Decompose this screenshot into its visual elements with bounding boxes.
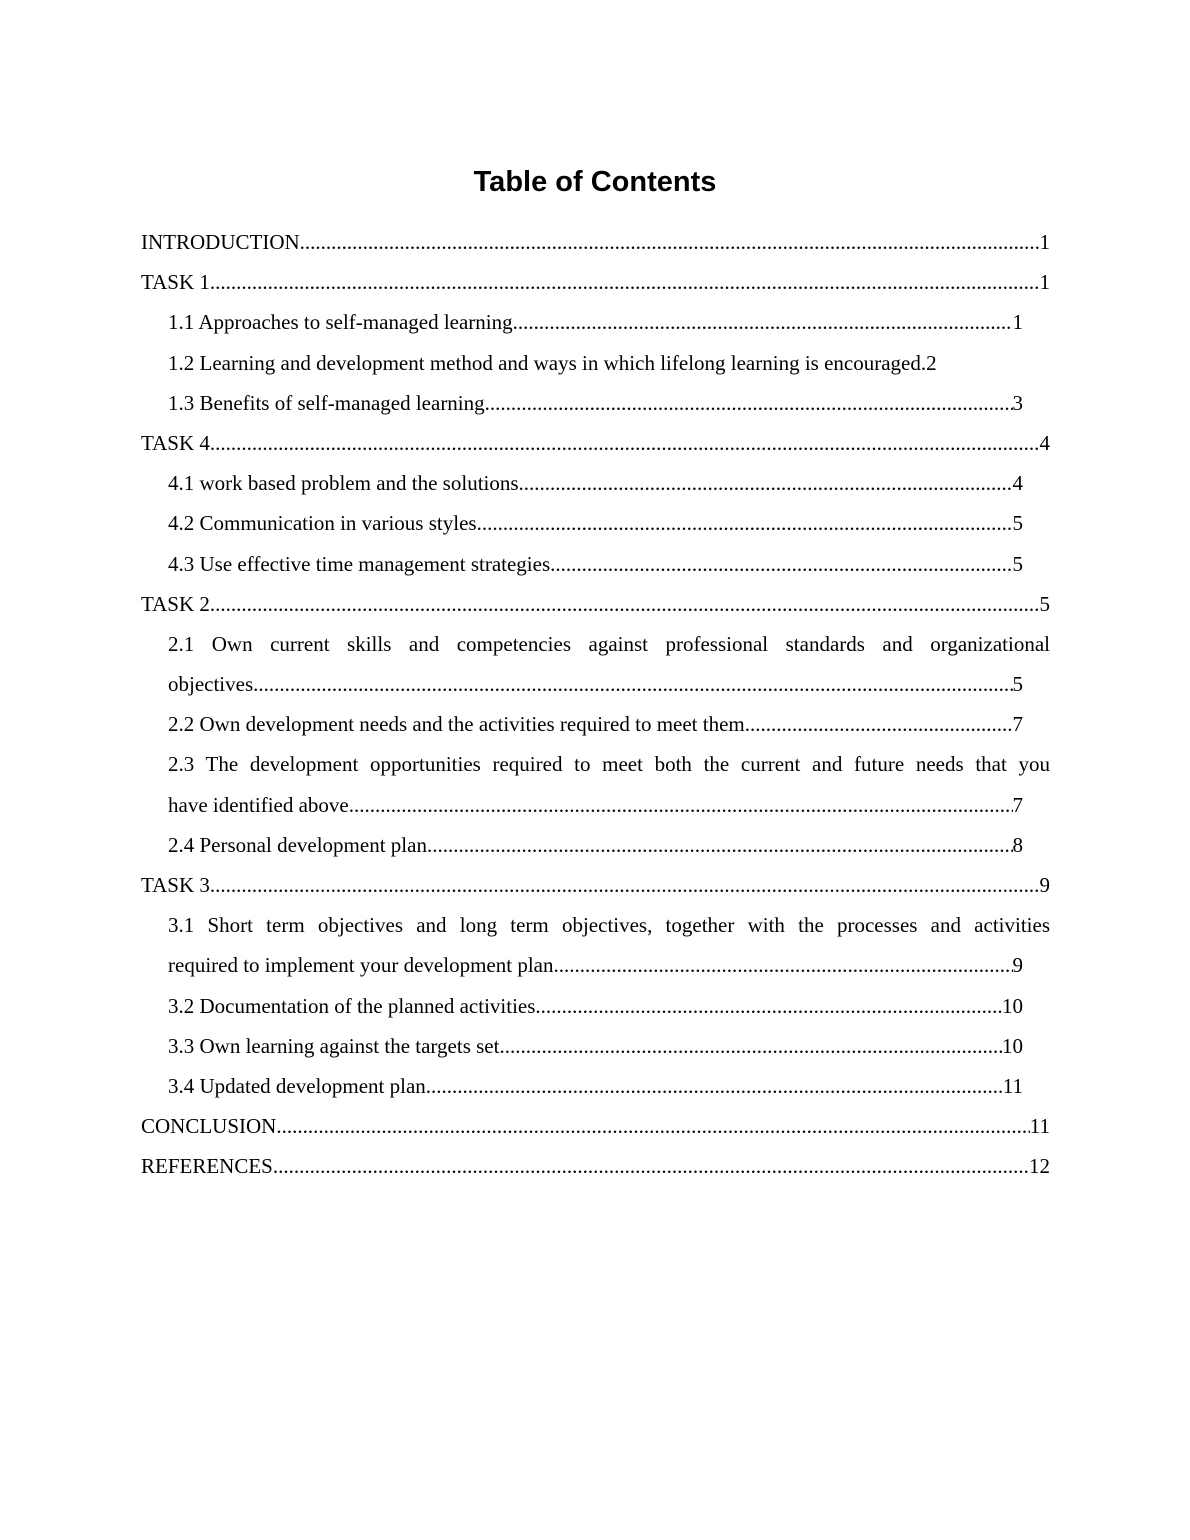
- toc-entry-text-line1: 2.1 Own current skills and competencies against professional standards and organizational: [168, 631, 1050, 656]
- toc-entry-text: 3.3 Own learning against the targets set: [168, 1033, 500, 1058]
- toc-entry-text: 2.2 Own development needs and the activities required to meet them: [168, 712, 745, 737]
- toc-page-number: 7: [1012, 712, 1023, 737]
- toc-title: Table of Contents: [473, 166, 717, 198]
- toc-entry-text: 1.2 Learning and development method and ways in which lifelong learning is encouraged.: [168, 350, 927, 375]
- toc-entry-text: 2.4 Personal development plan: [168, 832, 427, 857]
- toc-page-number: 11: [1029, 1114, 1050, 1139]
- toc-page-number: 9: [1039, 873, 1050, 898]
- toc-leader-dots: [210, 584, 1040, 624]
- toc-entry-task-2[interactable]: [141, 584, 1050, 624]
- toc-entry-2-3[interactable]: [168, 744, 1050, 824]
- toc-entry-text: TASK 3: [141, 873, 210, 898]
- toc-page-number: 5: [1039, 591, 1050, 616]
- toc-entry-task-4[interactable]: [141, 423, 1050, 463]
- toc-page-number: 1: [1039, 270, 1050, 295]
- toc-leader-dots: [485, 383, 1013, 423]
- toc-page-number: 8: [1012, 832, 1023, 857]
- toc-leader-dots: [253, 664, 1012, 704]
- toc-page-number: 2: [926, 350, 937, 375]
- toc-leader-dots: [513, 302, 1013, 342]
- toc-leader-dots: [426, 1066, 1003, 1106]
- toc-leader-dots: [427, 825, 1013, 865]
- toc-leader-dots: [300, 222, 1040, 262]
- toc-leader-dots: [519, 463, 1013, 503]
- toc-leader-dots: [210, 423, 1040, 463]
- toc-entry-4-2[interactable]: [168, 503, 1023, 543]
- toc-leader-dots: [745, 704, 1013, 744]
- toc-page-number: 5: [1012, 511, 1023, 536]
- toc-leader-dots: [535, 986, 1002, 1026]
- toc-page-number: 10: [1002, 993, 1023, 1018]
- toc-page-number: 11: [1002, 1073, 1023, 1098]
- toc-entry-text: 4.3 Use effective time management strategies: [168, 551, 551, 576]
- toc-entry-text: objectives: [168, 672, 254, 697]
- toc-entry-2-4[interactable]: [168, 825, 1023, 865]
- toc-entry-1-1[interactable]: [168, 302, 1023, 342]
- toc-leader-dots: [499, 1026, 1002, 1066]
- toc-entry-task-1[interactable]: [141, 262, 1050, 302]
- toc-entry-text: required to implement your development plan: [168, 953, 554, 978]
- toc-entry-text: TASK 4: [141, 430, 210, 455]
- toc-leader-dots: [553, 945, 1012, 985]
- toc-leader-dots: [349, 785, 1013, 825]
- toc-page-number: 4: [1012, 471, 1023, 496]
- toc-entry-3-3[interactable]: [168, 1026, 1023, 1066]
- toc-page-number: 7: [1012, 792, 1023, 817]
- toc-entry-2-2[interactable]: [168, 704, 1023, 744]
- toc-leader-dots: [550, 544, 1012, 584]
- toc-page-number: 1: [1039, 230, 1050, 254]
- toc-entry-3-2[interactable]: [168, 986, 1023, 1026]
- toc-page-number: 3: [1012, 390, 1023, 415]
- toc-page-number: 4: [1039, 430, 1050, 455]
- toc-entry-text: CONCLUSION: [141, 1114, 277, 1139]
- toc-entry-3-4[interactable]: [168, 1066, 1023, 1106]
- toc-page-number: 5: [1012, 672, 1023, 697]
- toc-entry-text: 4.2 Communication in various styles: [168, 511, 477, 536]
- toc-entry-4-1[interactable]: [168, 463, 1023, 503]
- toc-entry-text: 1.1 Approaches to self-managed learning: [168, 310, 513, 335]
- toc-page-number: 12: [1029, 1154, 1050, 1179]
- toc-entry-1-3[interactable]: [168, 383, 1023, 423]
- toc-entry-references[interactable]: [141, 1146, 1050, 1186]
- toc-page-number: 10: [1002, 1033, 1023, 1058]
- toc-entry-conclusion[interactable]: [141, 1106, 1050, 1146]
- toc-leader-dots: [210, 262, 1040, 302]
- toc-list: [141, 222, 1050, 1187]
- toc-entry-text-line1: 3.1 Short term objectives and long term objectives, together with the processes and activities: [168, 913, 1050, 938]
- toc-entry-task-3[interactable]: [141, 865, 1050, 905]
- toc-entry-text: REFERENCES: [141, 1154, 273, 1179]
- toc-entry-text: 3.2 Documentation of the planned activities: [168, 993, 536, 1018]
- toc-entry-text: INTRODUCTION: [141, 230, 300, 254]
- toc-leader-dots: [276, 1106, 1029, 1146]
- toc-entry-2-1[interactable]: [168, 624, 1050, 704]
- toc-entry-text: 1.3 Benefits of self-managed learning: [168, 390, 485, 415]
- toc-page-number: 5: [1012, 551, 1023, 576]
- toc-entry-text: have identified above: [168, 792, 349, 817]
- toc-entry-text: 3.4 Updated development plan: [168, 1073, 426, 1098]
- toc-entry-3-1[interactable]: [168, 905, 1050, 985]
- toc-entry-4-3[interactable]: [168, 544, 1023, 584]
- toc-page-number: 9: [1012, 953, 1023, 978]
- toc-leader-dots: [273, 1146, 1029, 1186]
- toc-entry-1-2[interactable]: [168, 343, 1023, 383]
- toc-entry-text: 4.1 work based problem and the solutions: [168, 471, 519, 496]
- toc-entry-text-line1: 2.3 The development opportunities required to meet both the current and future needs that you: [168, 752, 1050, 777]
- toc-leader-dots: [210, 865, 1040, 905]
- toc-page-number: 1: [1012, 310, 1023, 335]
- toc-entry-introduction[interactable]: [141, 222, 1050, 262]
- toc-entry-text: TASK 2: [141, 591, 210, 616]
- toc-entry-text: TASK 1: [141, 270, 210, 295]
- toc-leader-dots: [477, 503, 1013, 543]
